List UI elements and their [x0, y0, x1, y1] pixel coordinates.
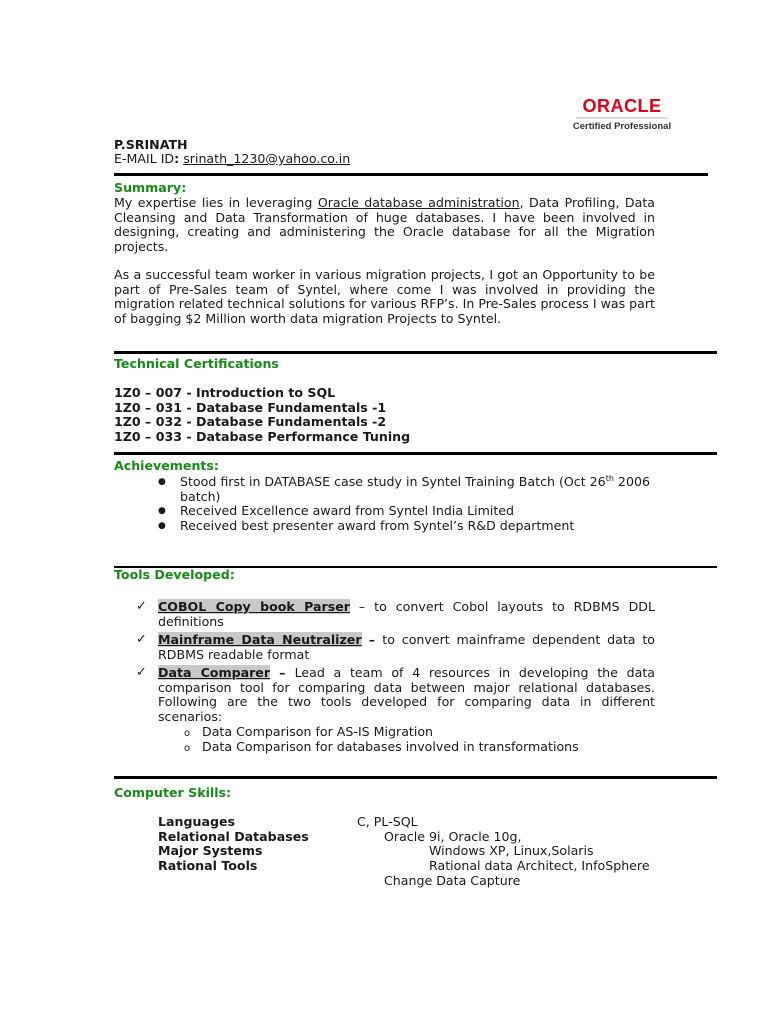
tool-item	[136, 666, 655, 725]
sub-list-item	[184, 740, 579, 757]
logo-divider	[576, 117, 668, 119]
summary-paragraph-2: As a successful team worker in various migration projects, I got an Opportunity to be part of Pre-Sales team of Syntel, where come I was involved in providing the migration related technical solutions for various RFP’s. In Pre-Sales process I was part of bagging $2 Million worth data migration Projects to Syntel.	[114, 267, 655, 327]
skill-label: Major Systems	[158, 843, 263, 858]
checkmark-icon: ✓	[136, 665, 147, 680]
skill-value: Rational data Architect, InfoSphere	[429, 858, 650, 873]
tool-description: to convert mainframe dependent data to RDBMS readable format	[158, 632, 655, 662]
tool-separator: –	[349, 599, 375, 614]
achievement-text: 2006 batch)	[180, 474, 650, 504]
tool-separator: –	[270, 665, 295, 680]
achievements-list	[158, 475, 658, 534]
skill-value: C, PL-SQL	[357, 814, 418, 829]
certification-item: 1Z0 – 033 - Database Performance Tuning	[114, 429, 411, 444]
achievement-item: ● Received Excellence award from Syntel India Limited	[158, 504, 658, 519]
skill-label: Relational Databases	[158, 829, 309, 844]
achievement-item	[158, 475, 658, 504]
tool-name: COBOL Copy book Parser	[158, 599, 350, 614]
summary-paragraph-1	[114, 196, 655, 255]
checkmark-icon: ✓	[136, 632, 147, 647]
skill-label: Languages	[158, 814, 236, 829]
achievement-item: ● Received best presenter award from Syntel’s R&D department	[158, 519, 658, 534]
tool-name: Mainframe Data Neutralizer	[158, 632, 362, 647]
tools-heading: Tools Developed:	[114, 567, 235, 582]
oracle-logo-text: ORACLE	[582, 96, 662, 116]
tool-separator: –	[361, 632, 383, 647]
skill-value: Oracle 9i, Oracle 10g,	[384, 829, 522, 844]
achievement-text: Stood first in DATABASE case study in Syntel Training Batch (Oct 26	[180, 474, 606, 489]
sub-item-text: Data Comparison for AS-IS Migration	[202, 724, 434, 739]
tool-name: Data Comparer	[158, 665, 271, 680]
header-divider	[114, 173, 708, 176]
tool-item	[136, 600, 655, 629]
section-divider	[114, 776, 717, 779]
email-line	[114, 152, 350, 167]
tool-description: Lead a team of 4 resources in developing the data comparison tool for comparing data between major relational databases. Following are the two tools developed for comparing data in different scenarios:	[158, 665, 655, 725]
skill-label: Rational Tools	[158, 858, 258, 873]
section-divider	[114, 351, 717, 354]
logo-subtitle: Certified Professional	[572, 121, 672, 132]
tool-item	[136, 633, 655, 662]
candidate-name: P.SRINATH	[114, 137, 188, 152]
ordinal-suffix: th	[605, 473, 614, 483]
summary-text: My expertise lies in leveraging	[114, 195, 318, 210]
skill-value-continuation: Change Data Capture	[384, 873, 521, 888]
skill-value: Windows XP, Linux,Solaris	[429, 843, 594, 858]
circle-bullet-icon: o	[184, 728, 191, 739]
oracle-certified-logo	[570, 96, 674, 136]
certification-item: 1Z0 – 007 - Introduction to SQL	[114, 385, 336, 400]
tool-description: to convert Cobol layouts to RDBMS DDL definitions	[158, 599, 655, 629]
certifications-heading: Technical Certifications	[114, 356, 279, 371]
email-link[interactable]: srinath_1230@yahoo.co.in	[183, 151, 351, 166]
email-label: E-MAIL ID	[114, 151, 175, 166]
certification-item: 1Z0 – 031 - Database Fundamentals -1	[114, 400, 387, 415]
skills-heading: Computer Skills:	[114, 785, 232, 800]
summary-heading: Summary:	[114, 180, 187, 195]
certification-item: 1Z0 – 032 - Database Fundamentals -2	[114, 414, 387, 429]
achievements-heading: Achievements:	[114, 458, 219, 473]
email-separator: :	[174, 151, 180, 166]
checkmark-icon: ✓	[136, 599, 147, 614]
sub-item-text: Data Comparison for databases involved in transformations	[202, 739, 579, 754]
summary-underlined-term: Oracle database administration	[317, 195, 520, 210]
section-divider	[114, 452, 717, 455]
circle-bullet-icon: o	[184, 743, 191, 754]
summary-text: , Data Profiling, Data Cleansing and Data Transformation of huge databases. I have been involved in designing, creating and administering the Oracle database for all the Migration projects.	[114, 195, 655, 255]
